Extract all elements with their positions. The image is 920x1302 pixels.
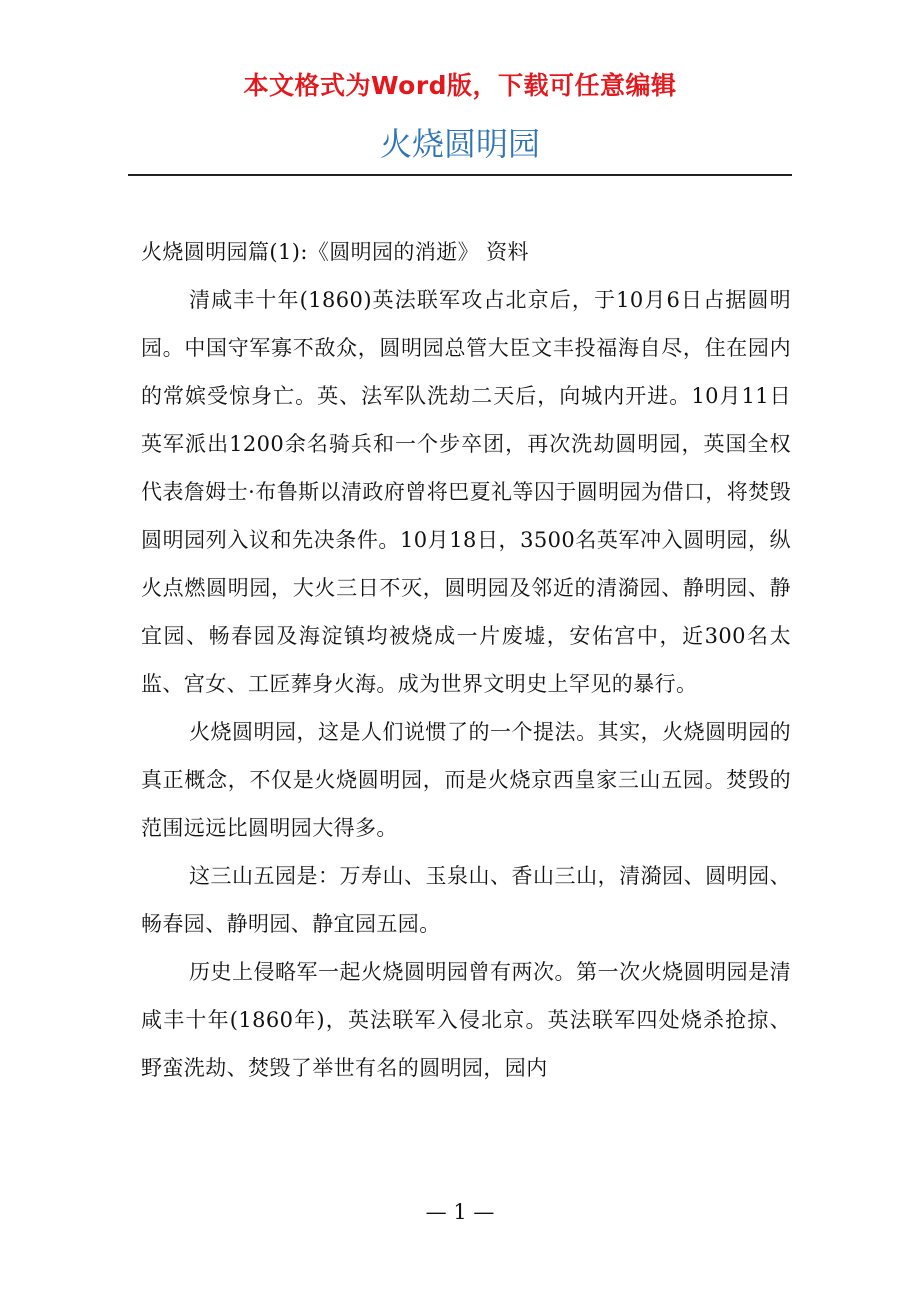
paragraph-1: 清咸丰十年(1860)英法联军攻占北京后，于10月6日占据圆明园。中国守军寡不敌众，圆明园总管大臣文丰投福海自尽，住在园内的常嫔受惊身亡。英、法军队洗劫二天后，向城内开进。10月11日英军派出1200余名骑兵和一个步卒团，再次洗劫圆明园，英国全权代表詹姆士·布鲁斯以清政府曾将巴夏礼等囚于圆明园为借口，将焚毁圆明园列入议和先决条件。10月18日，3500名英军冲入圆明园，纵火点燃圆明园，大火三日不灭，圆明园及邻近的清漪园、静明园、静宜园、畅春园及海淀镇均被烧成一片废墟，安佑宫中，近300名太监、宫女、工匠葬身火海。成为世界文明史上罕见的暴行。 — [141, 288, 791, 696]
paragraph-2: 火烧圆明园，这是人们说惯了的一个提法。其实，火烧圆明园的真正概念，不仅是火烧圆明园，而是火烧京西皇家三山五园。焚毁的范围远远比圆明园大得多。 — [141, 720, 791, 840]
section-heading: 火烧圆明园篇(1):《圆明园的消逝》 资料 — [141, 240, 529, 264]
paragraph-3: 这三山五园是：万寿山、玉泉山、香山三山，清漪园、圆明园、畅春园、静明园、静宜园五园。 — [141, 864, 791, 936]
document-body — [141, 228, 791, 1092]
header-divider — [128, 174, 792, 176]
format-notice: 本文格式为Word版，下载可任意编辑 — [243, 71, 677, 100]
page-number: — 1 — — [425, 1200, 495, 1224]
paragraph-4: 历史上侵略军一起火烧圆明园曾有两次。第一次火烧圆明园是清咸丰十年(1860年)，英法联军入侵北京。英法联军四处烧杀抢掠、野蛮洗劫、焚毁了举世有名的圆明园，园内 — [141, 960, 791, 1080]
document-title: 火烧圆明园 — [379, 125, 540, 163]
